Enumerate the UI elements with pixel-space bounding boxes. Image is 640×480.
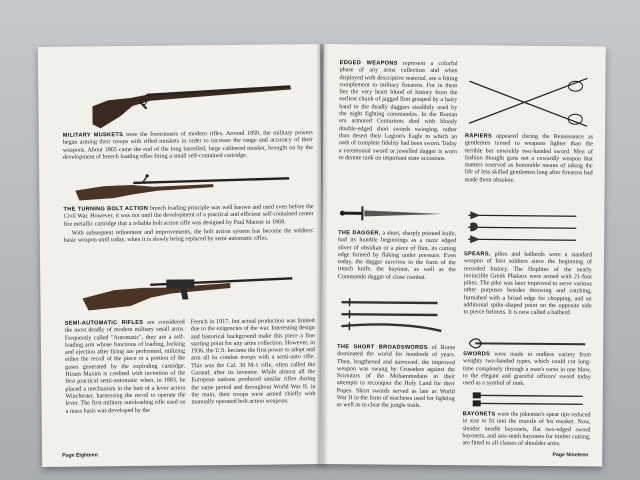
- booklet-spine: [316, 44, 328, 464]
- dagger-body: a short, sharply pointed knife, had its humble beginnings as a razor edged sliver of obsidian or a piece of flint, its cutting edge formed by flaking under pressure. Even today, the dagger survives in the form of the trench knife, the bayonet, as well as the Commando dagger of close combat.: [337, 230, 457, 281]
- semi-auto-text-col2: French in 1917, but actual production was limited due to the exigencies of the war. Interesting design and historical background make this piece a fine starting point for any arms collection. However, in 1936, the U.S. became the first power to adopt and arm all its combat troops with a semi-auto rifle. This was the Cal. 30 M-1 rifle, often called the Garand, after its inventor. While almost all the European nations produced similar rifles during the same period and throughout World War II, in the main, their troops were armed chiefly with manually operated bolt action weapons.: [190, 318, 316, 406]
- swords-body: were made in endless variety from weighty two-handed types, which could cut long-time completely through a man's torso in one blow, to the elegant and graceful officers' sword today used as a symbol of rank.: [462, 351, 592, 387]
- semi-automatic-rifle-illustration: [80, 266, 295, 312]
- broadswords-illustration: [337, 296, 449, 339]
- spears-text: [463, 251, 592, 318]
- dagger-illustration: [338, 202, 446, 225]
- bolt-action-text: [63, 204, 313, 229]
- semi-auto-body-col1: are considered the most deadly of modern military small arms. Frequently called "Automatic", they are a self-loading arm whose functions of loading, locking and ejection after firing are performed, utilizing either the recoil of the piece or a portion of the gases generated by the exploding cartridge. Hiram Maxim is credited with invention of the first practical semi-automatic when, in 1883, he placed a mechanism in the butt of a lever action Winchester, harnessing the recoil to operate the lever. The first military autoloading rifle used on a mass basis was developed by the: [64, 319, 186, 415]
- broadswords-heading: THE SHORT BROADSWORDS: [337, 344, 428, 351]
- edged-weapons-heading: EDGED WEAPONS: [339, 60, 398, 67]
- rapiers-text: [465, 133, 593, 185]
- swords-heading: SWORDS: [463, 351, 491, 358]
- spears-heading: SPEARS,: [463, 251, 491, 258]
- musket-text: [63, 130, 313, 162]
- broadswords-text: [337, 344, 456, 411]
- spears-body: pikes and halberds were a standard weapon of foot soldiers since the beginning of recorded history. The Hoplites of the nearly invincible Greek Phalanx were armed with 21-foot pikes. The pike was later improved to serve various other purposes besides throwing and catching, furnished with a broad edge for chopping, and an additional spike-shaped point on the opposite side to pierce helmets. It is now called a halberd.: [463, 251, 593, 317]
- bolt-action-body: breech loading principle was well known and used even before the Civil War. However, it was not until the development of a practical and efficient self-contained center fire metallic cartridge that a reliable bolt action rifle was designed by Paul Mauser in 1868.: [63, 204, 314, 228]
- swords-text: [463, 351, 591, 389]
- left-page: [38, 44, 324, 467]
- right-page: [320, 44, 606, 466]
- musket-heading: MILITARY MUSKETS: [62, 132, 124, 139]
- bolt-action-rifle-illustration: [73, 170, 293, 202]
- dagger-text: [338, 230, 456, 282]
- edged-weapons-body: represent a colorful phase of any arms collection and when displayed with descriptive material, are a fitting complement to military firearms. For in them lies the very heart blood of history from the earliest chunk of jagged flint grasped by a hairy hand to the deadly daggers stealthily used by the night fighting commandos. In the Roman era armored Centurions died with bloody double-edged short swords swinging, rather than desert their Legion's Eagle to which an oath of complete fidelity had been sworn. Today a ceremonial sword or jewelled dagger is worn to denote rank on important state occasions.: [338, 60, 458, 162]
- spears-illustration: [464, 205, 582, 246]
- edged-weapons-text: [339, 60, 458, 163]
- bolt-action-text-2: With subsequent refinement and improvements, the bolt action system has become the soldiers' basic weapon until today, when it is slowly being replaced by semi-automatic rifles.: [63, 228, 314, 244]
- musket-body: were the forerunners of modern rifles. Around 1850, the military powers began arming their troops with rifled muskets in order to increase the range and accuracy of their weapons. About 1865 came the end of the long barrelled, large calibered musket, brought on by the development of breech loading rifles firing a small self-contained cartridge.: [62, 130, 313, 161]
- open-booklet: [40, 44, 604, 464]
- bolt-action-heading: THE TURNING BOLT ACTION: [63, 205, 149, 213]
- semi-auto-heading: SEMI-AUTOMATIC RIFLES: [64, 319, 144, 327]
- semi-auto-text-col1: [65, 319, 186, 415]
- rapiers-illustration: [463, 71, 594, 132]
- broadswords-body: of Rome dominated the world for hundreds of years. Then, lengthened and narrowed, the improved weapon was swung by Crusaders against the Scimitars of the Mohammedans in their attempts to reconquer the Holy Land for their Popes. Short swords served as late as World War II in the form of machetes used for fighting as well as to clear the jungle trails.: [336, 344, 456, 410]
- rapiers-body: appeared during the Renaissance as gentlemen turned to weapons lighter than the terrible but unwieldy two-handed sword. Men of fashion thought guns not a cowardly weapon that matters reserved as honorable means of taking the life of less skilled gentlemen long after firearms had made them obsolete.: [464, 133, 594, 184]
- bayonets-heading: BAYONETS: [462, 411, 496, 418]
- bayonets-illustration: [471, 389, 589, 410]
- right-page-folio: Page Nineteen: [552, 452, 589, 459]
- left-page-folio: Page Eighteen: [62, 452, 98, 459]
- bayonets-body: were the pikeman's spear tips reduced in size to fit into the muzzle of his musket. Now, slender needle bayonets, flat two-edged sword bayonets, and saw-teeth bayonets for timber cutting, are fitted to all classes of shoulder arms.: [462, 411, 591, 448]
- dagger-heading: THE DAGGER,: [338, 230, 381, 237]
- rapiers-heading: RAPIERS: [465, 133, 493, 140]
- swords-illustration: [467, 335, 589, 352]
- military-musket-illustration: [90, 74, 296, 134]
- bayonets-text: [462, 411, 590, 449]
